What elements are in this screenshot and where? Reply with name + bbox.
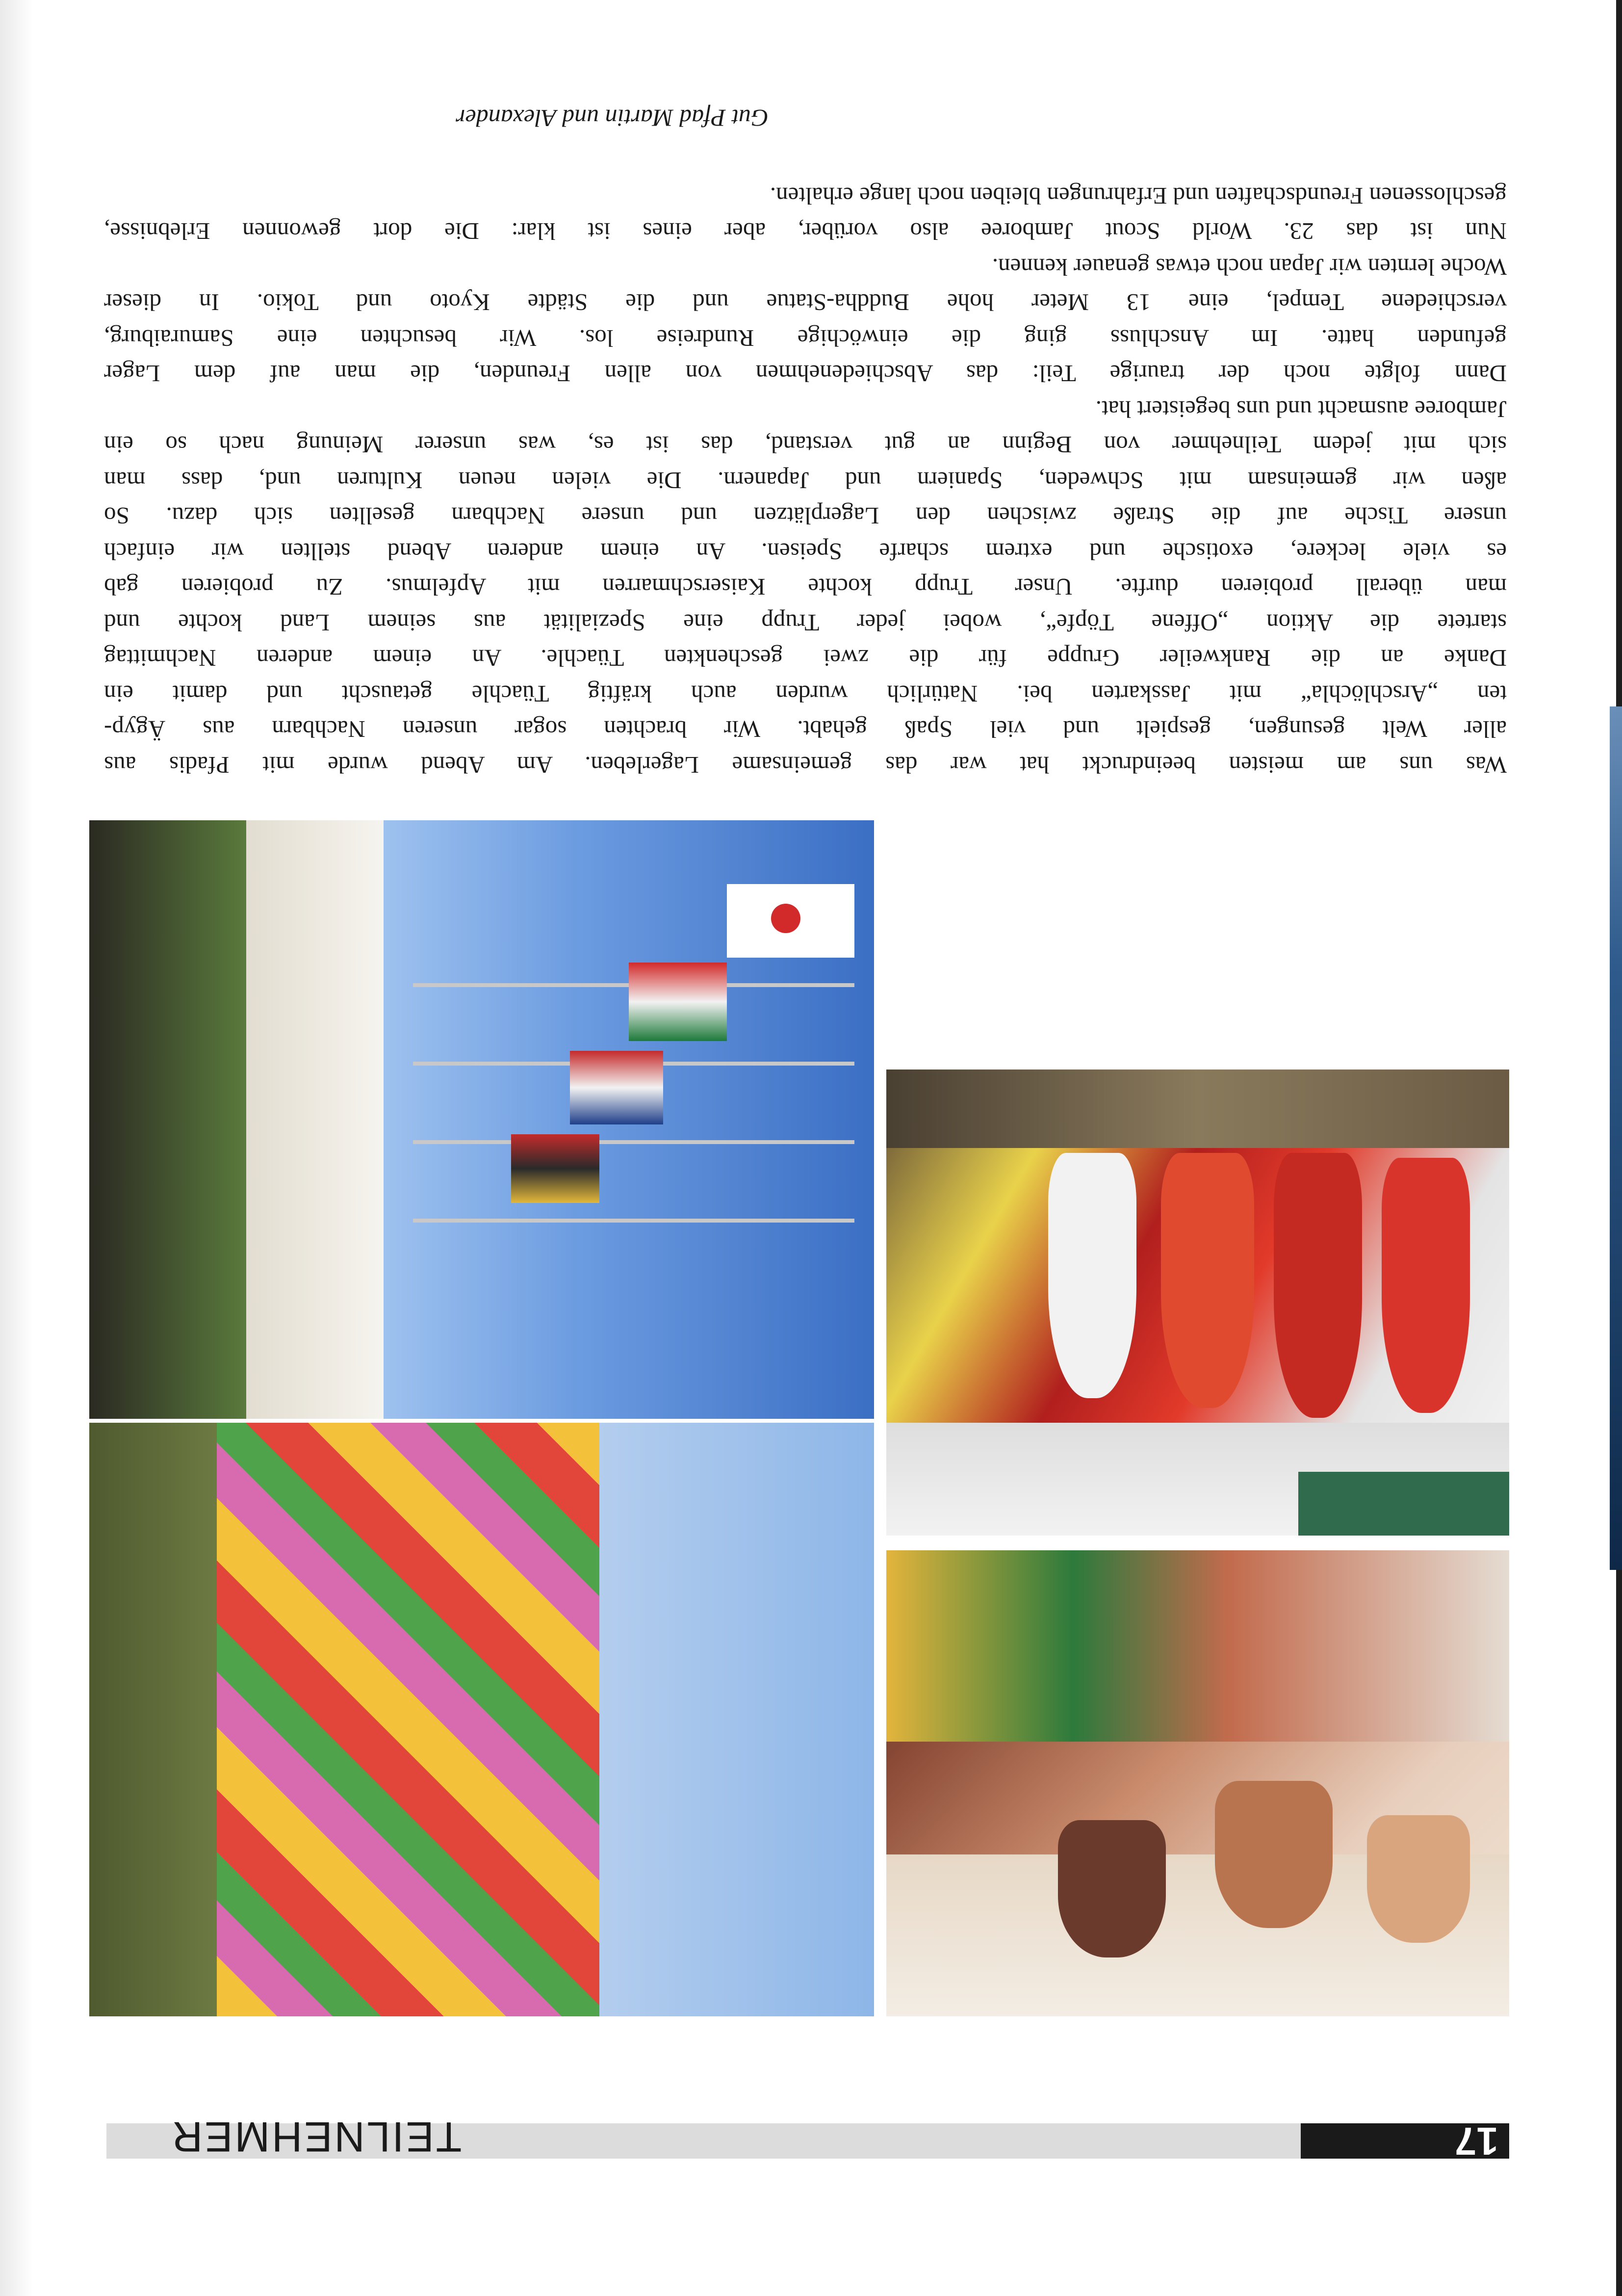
scout-3 <box>1161 1153 1254 1408</box>
flag <box>511 1134 599 1203</box>
green-tent <box>1298 1472 1509 1536</box>
scan-shadow <box>0 0 33 2296</box>
article-line: startete die Aktion „Offene Töpfe“, wobei jeder Trupp eine Spezialität aus seinem Land kochte und <box>104 609 1507 636</box>
grass <box>89 1423 217 2016</box>
flag-pole <box>413 1140 854 1144</box>
article-text <box>104 178 1507 783</box>
article-line: Jamboree ausmacht und uns begeistert hat. <box>1095 396 1507 423</box>
person-2 <box>1215 1781 1333 1928</box>
article-line: gefunden hatte. Im Anschluss ging die einwöchige Rundreise los. Wir besuchten eine Samuraiburg, <box>104 325 1507 352</box>
photo-food-tasting <box>886 1550 1509 2016</box>
photo-group-scouts <box>89 1423 874 2016</box>
scout-2 <box>1274 1153 1362 1418</box>
camp-ground <box>89 820 246 1419</box>
article-line: ten „Arschlöchla“ mit Jasskarten bei. Natürlich wurden auch kräftig Tüachle getauscht und damit ein <box>104 680 1507 707</box>
flag <box>570 1051 663 1124</box>
article-line: Danke an die Rankweiler Gruppe für die zwei geschenkten Tüachle. An einem anderen Nachmittag <box>104 645 1507 672</box>
article-line: sich mit jedem Teilnehmer von Beginn an gut verstand, das ist es, was unserer Meinung nach so ein <box>104 431 1507 459</box>
article-line: Nun ist das 23. World Scout Jamboree also vorüber, aber eines ist klar: Die dort gewonnen Erlebnisse, <box>104 218 1507 245</box>
article-line: aßen wir gemeinsam mit Schweden, Spaniern und Japanern. Die vielen neuen Kulturen und, dass man <box>104 467 1507 494</box>
section-bar <box>106 2113 1301 2160</box>
person-3 <box>1058 1820 1166 1957</box>
article-line: verschiedene Tempel, eine 13 Meter hohe Buddha-Statue und die Städte Kyoto und Tokio. In dieser <box>104 289 1507 316</box>
flag <box>629 963 727 1041</box>
flag-pole <box>413 1219 854 1223</box>
photo-scouts-camp <box>886 1070 1509 1536</box>
binding-spine <box>1610 706 1622 1570</box>
article-line: aller Welt gesungen, gespielt und viel Spaß gehabt. Wir brachten sogar unseren Nachbarn aus Ägyp- <box>104 716 1507 743</box>
page-number-box <box>1301 2119 1509 2163</box>
signature: Gut Pfad Martin und Alexander <box>456 104 769 132</box>
article-line: man überall probieren durfte. Unser Trupp kochte Kaiserschmarren mit Apfelmus. Zu probieren gab <box>104 574 1507 601</box>
colorful-shirts <box>217 1423 599 2016</box>
article-line: Was uns am meisten beeindruckt hat war das gemeinsame Lagerleben. Am Abend wurde mit Pfadis aus <box>104 752 1507 779</box>
article-line: Dann folgte noch der traurige Teil: das Abschiedenehmen von allen Freunden, die man auf dem Lager <box>104 360 1507 388</box>
table-area <box>886 1550 1509 1742</box>
scout-1 <box>1382 1158 1470 1413</box>
page-number: 17 <box>1455 2119 1498 2163</box>
article-line: unsere Tische auf die Straße zwischen den Lagerplätzen und unsere Nachbarn gesellten sich dazu. So <box>104 502 1507 530</box>
article-line: geschlossenen Freundschaften und Erfahrungen bleiben noch lange erhalten. <box>770 183 1507 209</box>
white-tent <box>246 820 384 1419</box>
section-title: TEILNEHMER <box>170 2113 462 2160</box>
scout-4 <box>1048 1153 1136 1398</box>
article-line: Woche lernten wir Japan noch etwas genauer kennen. <box>992 254 1507 281</box>
ground <box>886 1070 1509 1148</box>
person-1 <box>1367 1815 1470 1943</box>
photo-flag-row <box>89 820 874 1419</box>
page-header <box>106 2113 1509 2163</box>
flag-emblem <box>771 904 800 933</box>
sky <box>599 1423 874 2016</box>
article-line: es viele leckere, exotische und extrem scharfe Speisen. An einem anderen Abend stellten wir einfach <box>104 538 1507 565</box>
